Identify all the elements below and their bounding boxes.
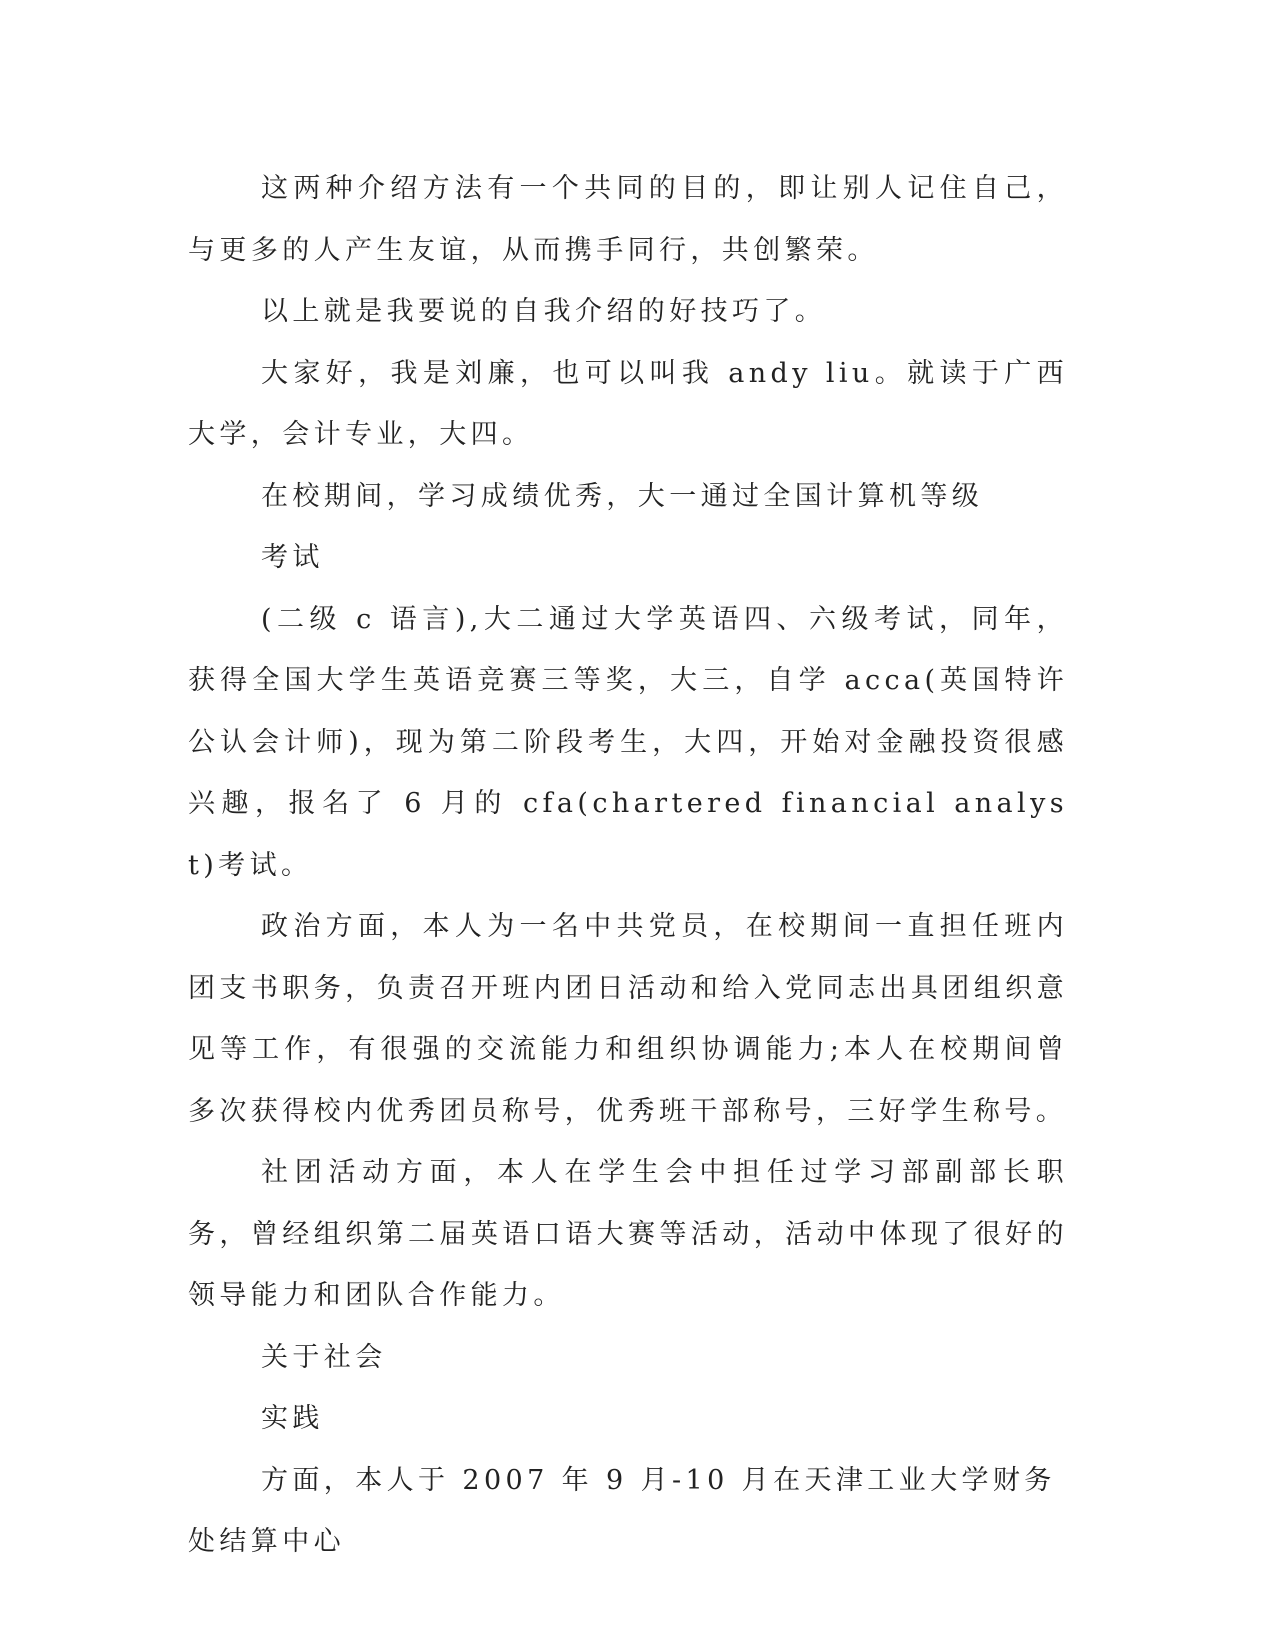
paragraph-5: 考试 xyxy=(261,542,324,573)
document-body xyxy=(188,158,1068,1573)
paragraph-9: 关于社会 xyxy=(261,1341,387,1373)
paragraph-4: 在校期间，学习成绩优秀，大一通过全国计算机等级 xyxy=(261,480,984,512)
paragraph-3: 大家好，我是刘廉，也可以叫我 andy liu。就读于广西大学，会计专业，大四。 xyxy=(188,357,1068,450)
paragraph-2: 以上就是我要说的自我介绍的好技巧了。 xyxy=(261,296,827,327)
paragraph-6: (二级 c 语言),大二通过大学英语四、六级考试，同年，获得全国大学生英语竞赛三等奖，大三，自学 acca(英国特许公认会计师)，现为第二阶段考生，大四，开始对金融投资很感兴趣，报名了 6 月的 cfa(chartered financial analyst)考试。 xyxy=(188,603,1068,881)
paragraph-10: 实践 xyxy=(261,1403,324,1434)
paragraph-1: 这两种介绍方法有一个共同的目的，即让别人记住自己，与更多的人产生友谊，从而携手同行，共创繁荣。 xyxy=(188,173,1068,266)
paragraph-7: 政治方面，本人为一名中共党员，在校期间一直担任班内团支书职务，负责召开班内团日活动和给入党同志出具团组织意见等工作，有很强的交流能力和组织协调能力;本人在校期间曾多次获得校内优秀团员称号，优秀班干部称号，三好学生称号。 xyxy=(188,911,1068,1127)
paragraph-8: 社团活动方面，本人在学生会中担任过学习部副部长职务，曾经组织第二届英语口语大赛等活动，活动中体现了很好的领导能力和团队合作能力。 xyxy=(188,1157,1068,1311)
paragraph-11: 方面，本人于 2007 年 9 月-10 月在天津工业大学财务处结算中心 xyxy=(188,1464,1056,1557)
